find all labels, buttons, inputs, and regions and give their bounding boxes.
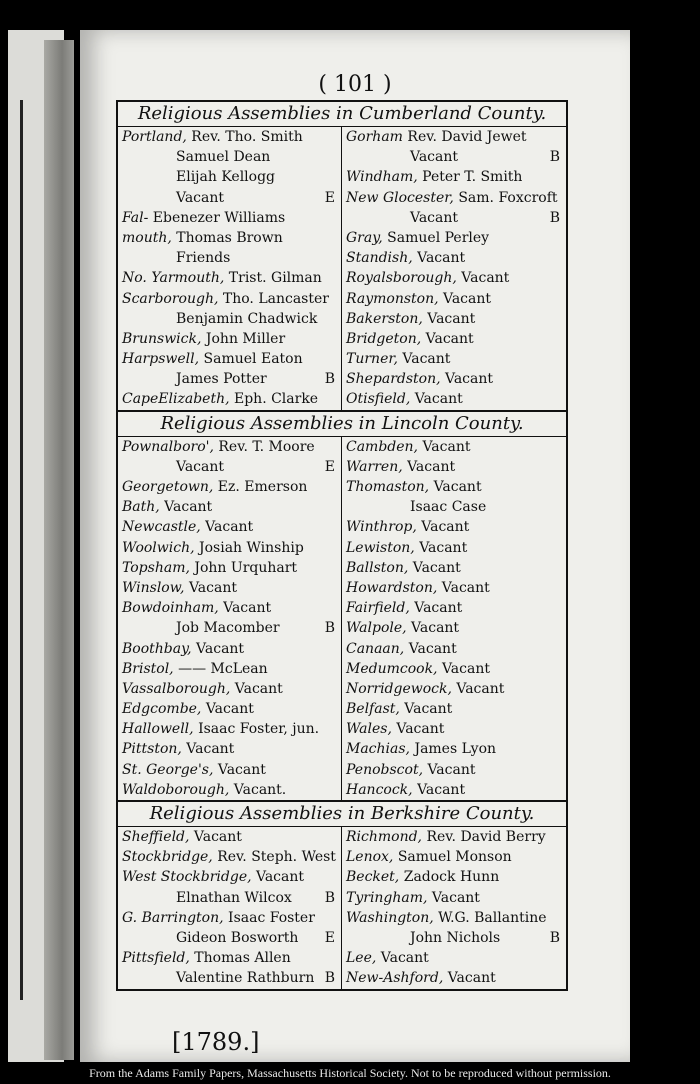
denomination-mark: B <box>324 889 335 906</box>
denomination-mark: B <box>549 149 560 166</box>
assembly-entry <box>342 228 566 248</box>
town-name: Waldoborough, <box>122 781 230 798</box>
section-columns <box>118 127 566 410</box>
minister-name: John Miller <box>201 330 286 347</box>
town-name: Lee, <box>346 950 377 967</box>
assembly-entry <box>342 369 566 389</box>
minister-name: James Potter <box>176 371 267 388</box>
town-name: Royalsborough, <box>346 270 457 287</box>
assembly-entry <box>118 349 341 369</box>
town-name: Penobscot, <box>346 761 424 778</box>
minister-name: Vacant <box>397 351 451 368</box>
minister-name: Vacant <box>418 438 471 455</box>
assembly-entry <box>118 968 341 988</box>
denomination-mark: B <box>324 620 335 637</box>
town-name: Boothbay, <box>122 640 192 657</box>
minister-name: Samuel Dean <box>176 149 271 166</box>
assembly-entry <box>118 167 341 187</box>
right-column <box>342 127 566 410</box>
town-name: CapeElizabeth, <box>122 391 230 408</box>
town-name: Warren, <box>346 458 403 475</box>
town-name: Woolwich, <box>122 539 195 556</box>
denomination-mark: B <box>324 970 335 987</box>
town-name: Newcastle, <box>122 519 201 536</box>
county-section <box>118 102 566 410</box>
county-section <box>118 800 566 989</box>
minister-name: Peter T. Smith <box>417 169 523 186</box>
minister-name: Vacant <box>184 579 237 596</box>
denomination-mark: B <box>549 929 560 946</box>
assembly-entry <box>118 719 341 739</box>
town-name: Hancock, <box>346 781 413 798</box>
assembly-entry <box>342 847 566 867</box>
assembly-entry <box>342 598 566 618</box>
minister-name: Josiah Winship <box>194 539 304 556</box>
assembly-entry <box>342 760 566 780</box>
assembly-entry <box>342 497 566 517</box>
town-name: Brunswick, <box>122 330 202 347</box>
town-name: Raymonston, <box>346 290 439 307</box>
right-column <box>342 827 566 989</box>
town-name: Medumcook, <box>346 660 438 677</box>
town-name: Pownalboro', <box>122 438 214 455</box>
assembly-entry <box>342 127 566 147</box>
assembly-entry <box>342 908 566 928</box>
book-gutter <box>44 40 74 1060</box>
assembly-entry <box>342 188 566 208</box>
town-name: Cambden, <box>346 438 419 455</box>
assembly-entry <box>342 618 566 638</box>
minister-name: Elnathan Wilcox <box>176 889 292 906</box>
minister-name: John Nichols <box>410 929 501 946</box>
minister-name: Vacant <box>410 149 459 166</box>
minister-name: Benjamin Chadwick <box>176 310 318 327</box>
assembly-entry <box>118 827 341 847</box>
section-title: Religious Assemblies in Berkshire County. <box>118 802 566 827</box>
minister-name: —— McLean <box>173 660 268 677</box>
assembly-entry <box>118 309 341 329</box>
town-name: G. Barrington, <box>122 909 224 926</box>
minister-name: Rev. David Berry <box>422 829 546 845</box>
minister-name: Vacant <box>429 479 482 495</box>
minister-name: Tho. Lancaster <box>218 290 329 307</box>
assembly-entry <box>118 908 341 928</box>
assembly-entry <box>342 477 566 497</box>
minister-name: Vacant <box>410 209 459 226</box>
assembly-entry <box>342 780 566 800</box>
assembly-entry <box>118 457 341 477</box>
town-name: Norridgewock, <box>346 680 452 697</box>
assembly-entry <box>342 719 566 739</box>
minister-name: Ebenezer Williams <box>148 209 286 226</box>
minister-name: Trist. Gilman <box>224 270 322 287</box>
minister-name: Vacant <box>456 270 510 287</box>
town-name: Edgcombe, <box>122 701 202 718</box>
town-name: Bristol, <box>122 660 174 677</box>
minister-name: Vacant <box>404 640 457 657</box>
town-name: Turner, <box>346 351 398 368</box>
assembly-entry <box>342 679 566 699</box>
page-number: ( 101 ) <box>318 72 392 97</box>
town-name: Windham, <box>346 169 418 186</box>
town-name: Washington, <box>346 909 434 926</box>
town-name: Walpole, <box>346 620 407 637</box>
minister-name: Vacant <box>181 741 235 758</box>
assembly-entry <box>342 639 566 659</box>
assembly-entry <box>118 127 341 147</box>
town-name: Bridgeton, <box>346 330 422 347</box>
assembly-entry <box>342 659 566 679</box>
assembly-entry <box>342 329 566 349</box>
assembly-entry <box>118 477 341 497</box>
minister-name: Vacant <box>414 539 468 556</box>
town-name: Richmond, <box>346 829 423 845</box>
assembly-entry <box>342 827 566 847</box>
assembly-entry <box>118 497 341 517</box>
minister-name: Isaac Foster <box>223 909 315 926</box>
minister-name: Vacant <box>408 559 461 576</box>
town-name: St. George's, <box>122 761 214 778</box>
assembly-entry <box>342 208 566 228</box>
town-name: Pittston, <box>122 741 182 758</box>
minister-name: Vacant <box>402 458 456 475</box>
town-name: Winslow, <box>122 579 185 596</box>
minister-name: Vacant <box>251 869 305 886</box>
minister-name: Vacant <box>191 640 245 657</box>
minister-name: Vacant <box>410 391 463 408</box>
minister-name: Samuel Monson <box>393 849 512 866</box>
town-name: Topsham, <box>122 559 190 576</box>
section-title: Religious Assemblies in Cumberland County. <box>118 102 566 127</box>
minister-name: John Urquhart <box>189 559 298 576</box>
minister-name: Elijah Kellogg <box>176 169 276 186</box>
assembly-entry <box>118 208 341 228</box>
assembly-entry <box>342 248 566 268</box>
assembly-entry <box>342 739 566 759</box>
town-name: Bowdoinham, <box>122 600 219 617</box>
minister-name: Vacant <box>159 499 213 516</box>
minister-name: Isaac Case <box>410 499 487 516</box>
minister-name: Vacant <box>201 701 254 718</box>
minister-name: Vacant <box>421 330 474 347</box>
assembly-entry <box>342 167 566 187</box>
assembly-entry <box>118 329 341 349</box>
minister-name: Rev. T. Moore <box>213 438 315 455</box>
town-name: No. Yarmouth, <box>122 270 225 287</box>
minister-name: Job Macomber <box>176 620 280 637</box>
town-name: Ballston, <box>346 559 409 576</box>
minister-name: Vacant <box>399 701 453 718</box>
assembly-entry <box>342 867 566 887</box>
minister-name: Eph. Clarke <box>229 391 319 408</box>
town-name: Sheffield, <box>122 829 190 845</box>
assembly-entry <box>118 639 341 659</box>
assembly-entry <box>342 538 566 558</box>
assembly-entry <box>118 928 341 948</box>
minister-name: Vacant <box>416 519 470 536</box>
town-name: Fal- <box>122 209 149 226</box>
facing-page-rule <box>20 100 23 1000</box>
town-name: Canaan, <box>346 640 405 657</box>
minister-name: Vacant <box>440 371 494 388</box>
assembly-entry <box>118 780 341 800</box>
town-name: Tyringham, <box>346 889 428 906</box>
town-name: Gorham <box>346 129 403 145</box>
minister-name: Friends <box>176 250 231 267</box>
assembly-entry <box>342 888 566 908</box>
minister-name: Vacant <box>376 950 429 967</box>
assembly-entry <box>342 699 566 719</box>
town-name: Hallowell, <box>122 721 194 738</box>
right-column <box>342 437 566 800</box>
town-name: Becket, <box>346 869 400 886</box>
assembly-entry <box>118 228 341 248</box>
county-section <box>118 410 566 800</box>
minister-name: Vacant <box>443 970 496 987</box>
assembly-entry <box>118 369 341 389</box>
town-name: Scarborough, <box>122 290 219 307</box>
left-column <box>118 437 342 800</box>
minister-name: Vacant <box>218 600 272 617</box>
assembly-entry <box>118 659 341 679</box>
minister-name: Valentine Rathburn <box>176 970 315 987</box>
minister-name: Ez. Emerson <box>213 479 308 495</box>
minister-name: Vacant <box>176 458 225 475</box>
minister-name: Rev. David Jewet <box>402 129 527 145</box>
denomination-mark: B <box>324 371 335 388</box>
minister-name: Vacant <box>406 620 460 637</box>
assembly-entry <box>342 437 566 457</box>
town-name: Vassalborough, <box>122 680 231 697</box>
minister-name: W.G. Ballantine <box>433 909 547 926</box>
assembly-entry <box>342 948 566 968</box>
assembly-entry <box>342 389 566 409</box>
town-name: West Stockbridge, <box>122 869 252 886</box>
town-name: New-Ashford, <box>346 970 444 987</box>
minister-name: Rev. Steph. West <box>212 849 336 866</box>
town-name: Stockbridge, <box>122 849 213 866</box>
town-name: Standish, <box>346 250 413 267</box>
town-name: Shepardston, <box>346 371 441 388</box>
assembly-entry <box>342 558 566 578</box>
assembly-entry <box>342 147 566 167</box>
minister-name: Vacant <box>213 761 266 778</box>
town-name: Winthrop, <box>346 519 417 536</box>
town-name: Harpswell, <box>122 351 200 368</box>
town-name: Machias, <box>346 741 410 758</box>
assembly-entry <box>118 289 341 309</box>
assembly-entry <box>342 268 566 288</box>
minister-name: Vacant <box>409 600 463 617</box>
town-name: Thomaston, <box>346 479 430 495</box>
assembly-entry <box>118 948 341 968</box>
minister-name: Vacant <box>412 781 466 798</box>
denomination-mark: E <box>324 458 335 475</box>
town-name: New Glocester, <box>346 189 454 206</box>
assembly-entry <box>342 349 566 369</box>
assemblies-table <box>116 100 568 991</box>
town-name: Bath, <box>122 499 160 516</box>
assembly-entry <box>342 928 566 948</box>
town-name: Otisfield, <box>346 391 411 408</box>
assembly-entry <box>342 517 566 537</box>
minister-name: Vacant <box>200 519 254 536</box>
town-name: Pittsfield, <box>122 950 190 967</box>
assembly-entry <box>342 289 566 309</box>
minister-name: Thomas Brown <box>171 229 283 246</box>
minister-name: Vacant <box>422 310 476 327</box>
assembly-entry <box>342 968 566 988</box>
assembly-entry <box>118 679 341 699</box>
minister-name: Vacant <box>438 290 491 307</box>
town-name: Bakerston, <box>346 310 423 327</box>
minister-name: Vacant. <box>229 781 287 798</box>
denomination-mark: E <box>324 929 335 946</box>
town-name: Lenox, <box>346 849 394 866</box>
assembly-entry <box>118 739 341 759</box>
assembly-entry <box>118 538 341 558</box>
minister-name: Vacant <box>437 660 490 677</box>
minister-name: Vacant <box>176 189 225 206</box>
minister-name: Zadock Hunn <box>399 869 500 886</box>
minister-name: Vacant <box>451 680 505 697</box>
section-columns <box>118 437 566 800</box>
minister-name: Vacant <box>189 829 242 845</box>
assembly-entry <box>118 248 341 268</box>
assembly-entry <box>118 437 341 457</box>
assembly-entry <box>118 867 341 887</box>
town-name: Fairfield, <box>346 600 410 617</box>
minister-name: Samuel Perley <box>382 229 490 246</box>
minister-name: Vacant <box>391 721 445 738</box>
left-column <box>118 127 342 410</box>
assembly-entry <box>118 618 341 638</box>
town-name: Howardston, <box>346 579 438 596</box>
minister-name: Thomas Allen <box>189 950 291 967</box>
year-stamp: [1789.] <box>172 1028 260 1056</box>
town-name: Portland, <box>122 129 187 145</box>
assembly-entry <box>118 188 341 208</box>
assembly-entry <box>342 309 566 329</box>
town-name: Wales, <box>346 721 392 738</box>
assembly-entry <box>118 578 341 598</box>
assembly-entry <box>118 699 341 719</box>
assembly-entry <box>118 847 341 867</box>
denomination-mark: B <box>549 209 560 226</box>
section-title: Religious Assemblies in Lincoln County. <box>118 412 566 437</box>
minister-name: Vacant <box>412 250 466 267</box>
credit-line: From the Adams Family Papers, Massachusetts Historical Society. Not to be reproduced without permission. <box>89 1066 611 1080</box>
facing-page-edge <box>8 30 64 1062</box>
assembly-entry <box>118 147 341 167</box>
assembly-entry <box>118 517 341 537</box>
minister-name: Isaac Foster, jun. <box>193 721 320 738</box>
minister-name: Rev. Tho. Smith <box>186 129 303 145</box>
denomination-mark: E <box>324 189 335 206</box>
town-name: Belfast, <box>346 701 400 718</box>
minister-name: Sam. Foxcroft <box>453 189 558 206</box>
minister-name: Vacant <box>437 579 490 596</box>
town-name: Gray, <box>346 229 383 246</box>
assembly-entry <box>118 598 341 618</box>
minister-name: Gideon Bosworth <box>176 929 299 946</box>
assembly-entry <box>118 268 341 288</box>
assembly-entry <box>342 457 566 477</box>
minister-name: Vacant <box>427 889 480 906</box>
town-name: Georgetown, <box>122 479 214 495</box>
minister-name: Vacant <box>423 761 476 778</box>
assembly-entry <box>118 558 341 578</box>
minister-name: Samuel Eaton <box>199 351 303 368</box>
document-page <box>80 30 630 1062</box>
minister-name: Vacant <box>230 680 283 697</box>
town-name: Lewiston, <box>346 539 415 556</box>
assembly-entry <box>118 760 341 780</box>
section-columns <box>118 827 566 989</box>
assembly-entry <box>118 888 341 908</box>
left-column <box>118 827 342 989</box>
town-name: mouth, <box>122 229 172 246</box>
assembly-entry <box>118 389 341 409</box>
assembly-entry <box>342 578 566 598</box>
minister-name: James Lyon <box>410 741 497 758</box>
